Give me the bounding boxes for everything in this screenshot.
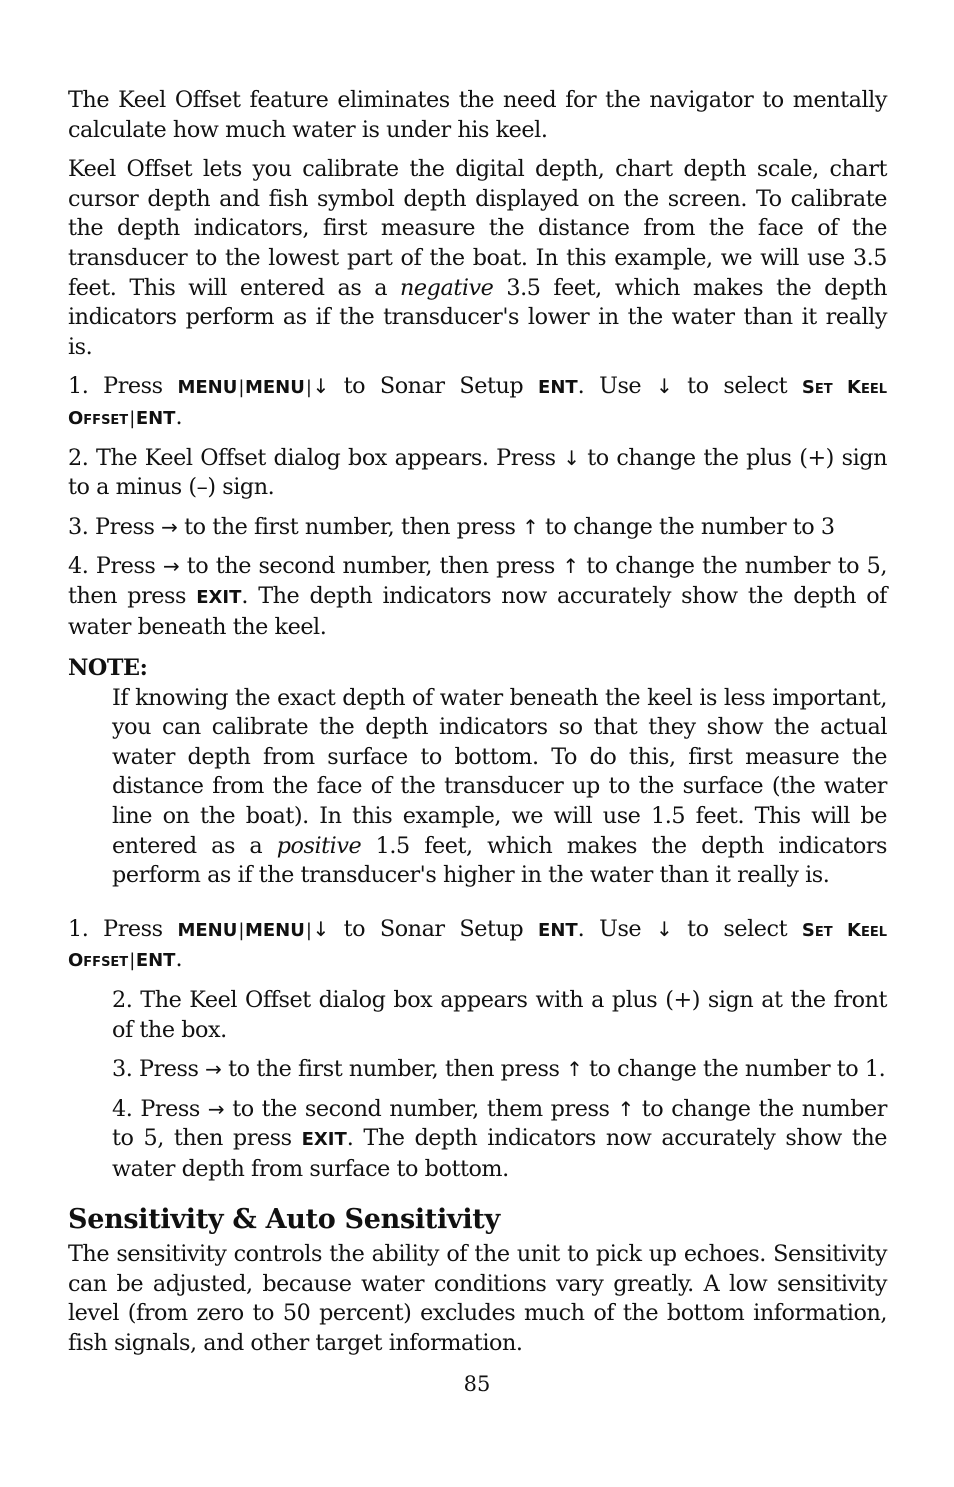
text: 4. Press (112, 1095, 208, 1122)
separator: | (129, 950, 135, 972)
down-arrow-icon: ↓ (655, 916, 673, 941)
separator: | (238, 919, 244, 941)
text: to the second number, then press (179, 553, 563, 580)
ent-key: ENT (135, 950, 176, 972)
text: to change the number to 1. (582, 1056, 886, 1083)
menu-key: MENU (177, 919, 238, 941)
text: . Use (577, 915, 656, 942)
text: to the first number, then press (177, 513, 523, 540)
text: 3. Press (68, 513, 162, 540)
emphasis-text: negative (400, 274, 494, 301)
text: 2. The Keel Offset dialog box appears. Press (68, 444, 564, 471)
sensitivity-paragraph: The sensitivity controls the ability of the unit to pick up echoes. Sensitivity can be adjusted, because water conditions vary greatly. A low sensitivity level (from zero to 50 percent) excludes much of the bottom information, fish signals, and other target information. (68, 1241, 887, 1356)
step-a4 (68, 552, 887, 642)
text: . (175, 946, 183, 973)
manual-page (68, 86, 887, 1369)
keel-offset-paragraph (68, 155, 887, 362)
emphasis-text: positive (276, 832, 362, 859)
step-b3 (112, 1055, 887, 1085)
right-arrow-icon: → (205, 1057, 222, 1082)
text: . (175, 403, 183, 430)
text: to change the plus (+) sign to a minus (–) sign. (68, 444, 887, 501)
text: to Sonar Setup (328, 915, 539, 942)
down-arrow-icon: ↓ (655, 374, 673, 399)
exit-key: EXIT (196, 586, 242, 608)
step-b2: 2. The Keel Offset dialog box appears with a plus (+) sign at the front of the box. (112, 987, 887, 1043)
text: If knowing the exact depth of water beneath the keel is less important, you can calibrate the depth indicators so that they show the actual water depth from surface to bottom. To do this, first measure the distance from the face of the transducer up to the surface (the water line on the boat). In this example, we will use 1.5 feet. This will be entered as a (112, 684, 887, 859)
section-heading: Sensitivity & Auto Sensitivity (68, 1203, 500, 1235)
right-arrow-icon: → (207, 1096, 225, 1121)
right-arrow-icon: → (161, 514, 178, 539)
up-arrow-icon: ↑ (562, 554, 579, 579)
set-keel-offset-menu-item: Set Keel Offset (68, 377, 888, 429)
menu-key: MENU (244, 919, 305, 941)
text: . Use (577, 373, 656, 400)
menu-key: MENU (177, 377, 238, 399)
step-b4 (112, 1095, 887, 1185)
separator: | (238, 377, 244, 399)
exit-key: EXIT (301, 1129, 347, 1151)
ent-key: ENT (538, 919, 578, 941)
text: 3. Press (112, 1056, 206, 1083)
text: to change the number to 5, then press (68, 553, 887, 609)
up-arrow-icon: ↑ (566, 1057, 583, 1082)
text: to select (672, 373, 802, 400)
text: Keel Offset lets you calibrate the digital depth, chart depth scale, chart cursor depth and fish symbol depth displayed on the screen. To calibrate the depth indicators, first measure the distance from the face of the transducer to the lowest part of the boat. In this example, we will use 3.5 feet. This will entered as a (68, 156, 887, 301)
menu-key: MENU (244, 377, 305, 399)
down-arrow-icon: ↓ (563, 445, 580, 470)
down-arrow-icon: ↓ (312, 916, 329, 941)
note-label: NOTE: (68, 655, 148, 682)
text: 1.5 feet, which makes the depth indicators perform as if the transducer's higher in the water than it really is. (112, 832, 887, 889)
note-body (112, 684, 887, 891)
up-arrow-icon: ↑ (522, 514, 539, 539)
text: 4. Press (68, 553, 163, 580)
text: to the first number, then press (221, 1056, 567, 1083)
text: 3.5 feet, which makes the depth indicators perform as if the transducer's lower in the water than it really is. (68, 274, 887, 360)
separator: | (305, 377, 312, 399)
separator: | (305, 919, 312, 941)
ent-key: ENT (135, 407, 176, 429)
step-b1 (68, 915, 887, 976)
text: to change the number to 3 (538, 513, 835, 540)
text: . The depth indicators now accurately show the depth of water beneath the keel. (68, 582, 887, 640)
page-number: 85 (463, 1372, 491, 1396)
text: to the second number, them press (224, 1095, 618, 1122)
ent-key: ENT (538, 377, 578, 399)
right-arrow-icon: → (162, 554, 180, 579)
up-arrow-icon: ↑ (617, 1096, 634, 1121)
text: to select (672, 915, 802, 942)
text: 1. Press (68, 373, 178, 400)
text: to change the number to 5, then press (112, 1095, 887, 1152)
step-a2 (68, 444, 887, 503)
separator: | (129, 407, 135, 429)
step-a1 (68, 372, 887, 433)
text: to Sonar Setup (328, 373, 539, 400)
text: 1. Press (68, 915, 178, 942)
text: . The depth indicators now accurately show the water depth from surface to bottom. (112, 1125, 887, 1182)
down-arrow-icon: ↓ (312, 374, 329, 399)
set-keel-offset-menu-item: Set Keel Offset (68, 919, 888, 972)
step-a3 (68, 513, 887, 543)
intro-paragraph: The Keel Offset feature eliminates the need for the navigator to mentally calculate how much water is under his keel. (68, 87, 887, 143)
